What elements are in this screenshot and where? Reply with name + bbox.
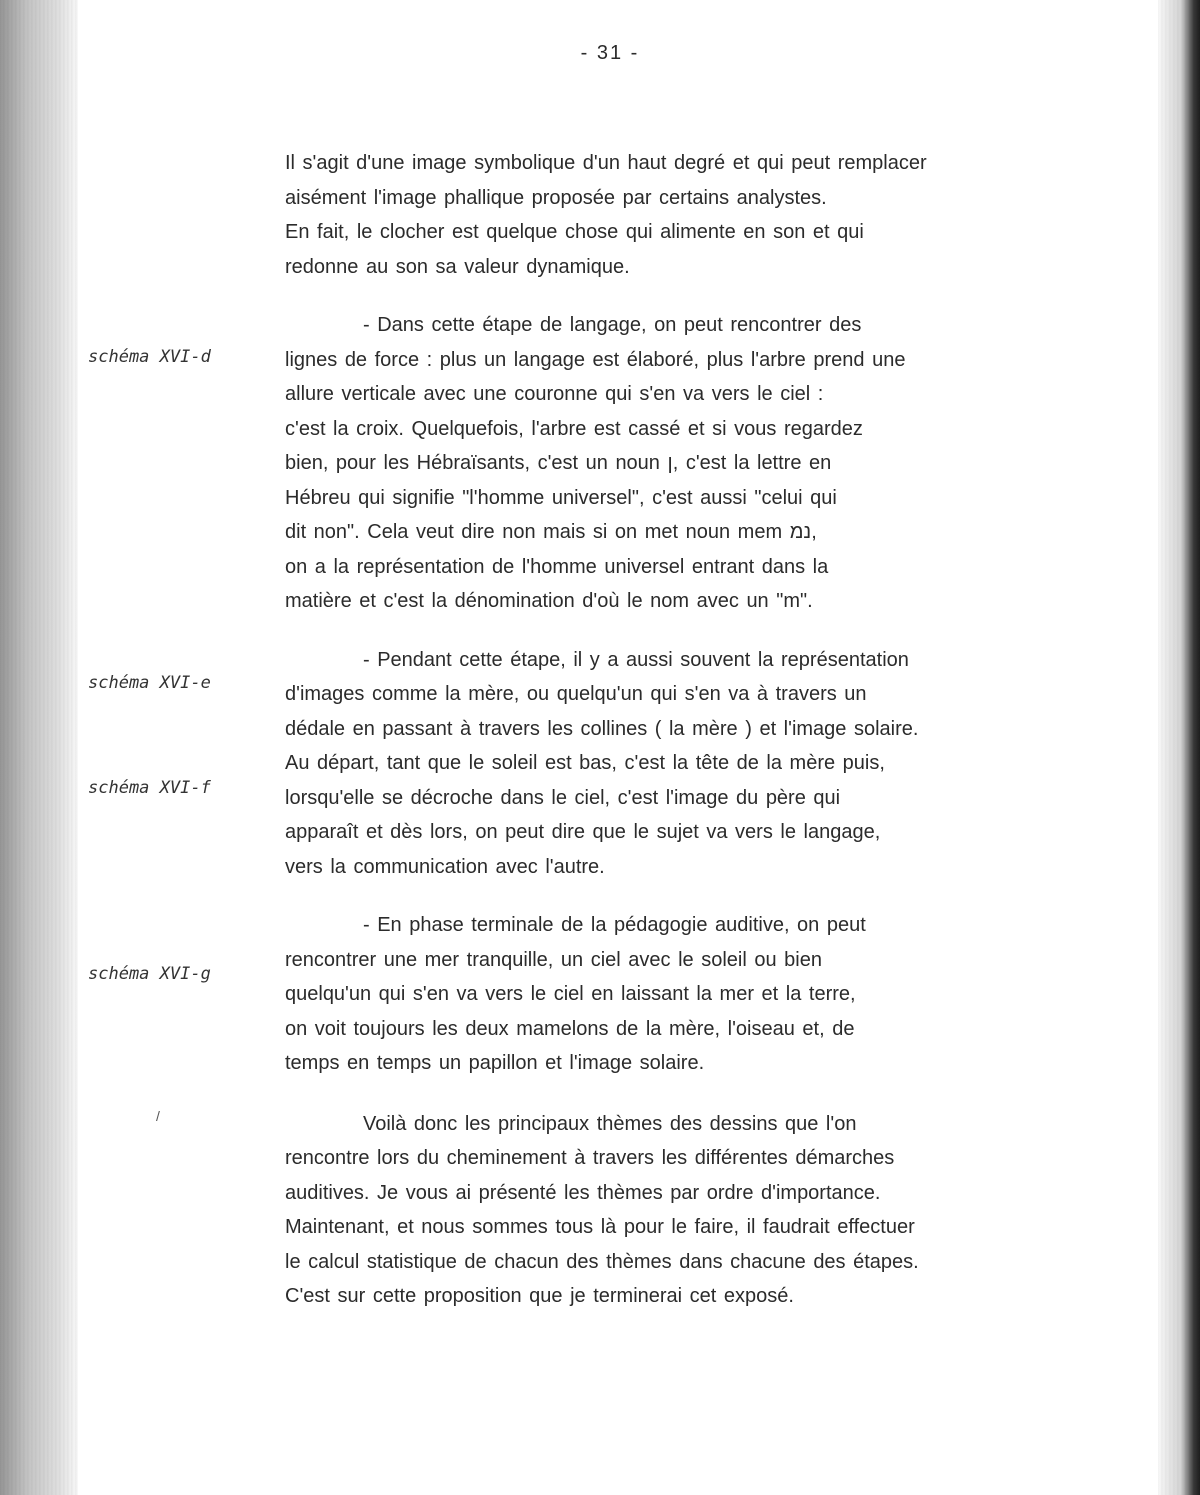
text-line: rencontrer une mer tranquille, un ciel avec le soleil ou bien xyxy=(285,948,822,971)
paragraph xyxy=(285,643,1040,885)
text-line: redonne au son sa valeur dynamique. xyxy=(285,255,630,278)
text-line: Hébreu qui signifie "l'homme universel", c'est aussi "celui qui xyxy=(285,486,837,509)
text-line: temps en temps un papillon et l'image solaire. xyxy=(285,1052,705,1074)
paragraph xyxy=(285,146,1040,284)
text-line: on a la représentation de l'homme universel entrant dans la xyxy=(285,555,829,578)
paragraph-gap xyxy=(285,884,1040,908)
text-line: Maintenant, et nous sommes tous là pour le faire, il faudrait effectuer xyxy=(285,1216,915,1238)
text-line: bien, pour les Hébraïsants, c'est un noun ן, c'est la lettre en xyxy=(285,452,832,474)
paragraph xyxy=(285,908,1040,1081)
text-line: allure verticale avec une couronne qui s'en va vers le ciel : xyxy=(285,383,824,405)
text-line: C'est sur cette proposition que je terminerai cet exposé. xyxy=(285,1285,794,1307)
stray-mark: / xyxy=(156,1108,160,1124)
text-line: - Dans cette étape de langage, on peut rencontrer des xyxy=(363,314,862,336)
text-line: c'est la croix. Quelquefois, l'arbre est cassé et si vous regardez xyxy=(285,417,863,440)
text-line: d'images comme la mère, ou quelqu'un qui s'en va à travers un xyxy=(285,683,867,705)
text-line: vers la communication avec l'autre. xyxy=(285,855,605,878)
text-line: auditives. Je vous ai présenté les thèmes par ordre d'importance. xyxy=(285,1181,881,1204)
text-line: - En phase terminale de la pédagogie auditive, on peut xyxy=(363,914,866,936)
text-line: - Pendant cette étape, il y a aussi souvent la représentation xyxy=(363,648,909,671)
text-line: dédale en passant à travers les collines ( la mère ) et l'image solaire. xyxy=(285,717,919,740)
paragraph-gap xyxy=(285,284,1040,308)
text-line: on voit toujours les deux mamelons de la mère, l'oiseau et, de xyxy=(285,1017,855,1040)
text-line: rencontre lors du cheminement à travers les différentes démarches xyxy=(285,1147,895,1169)
text-line: le calcul statistique de chacun des thèmes dans chacune des étapes. xyxy=(285,1250,919,1273)
margin-note-xvi-d: schéma XVI-d xyxy=(88,347,211,367)
body-text xyxy=(285,146,1040,1314)
text-line: En fait, le clocher est quelque chose qui alimente en son et qui xyxy=(285,221,864,243)
text-line: Voilà donc les principaux thèmes des dessins que l'on xyxy=(363,1112,857,1135)
text-line: lignes de force : plus un langage est élaboré, plus l'arbre prend une xyxy=(285,348,906,371)
scan-edge-left xyxy=(0,0,78,1495)
text-line: Au départ, tant que le soleil est bas, c'est la tête de la mère puis, xyxy=(285,752,885,774)
text-line: Il s'agit d'une image symbolique d'un haut degré et qui peut remplacer xyxy=(285,152,927,174)
paragraph-gap xyxy=(285,619,1040,643)
text-line: dit non". Cela veut dire non mais si on met noun mem נמ, xyxy=(285,521,817,543)
text-line: matière et c'est la dénomination d'où le nom avec un "m". xyxy=(285,590,813,612)
text-line: apparaît et dès lors, on peut dire que le sujet va vers le langage, xyxy=(285,821,881,843)
paragraph-gap xyxy=(285,1081,1040,1107)
text-line: lorsqu'elle se décroche dans le ciel, c'est l'image du père qui xyxy=(285,786,841,809)
paragraph xyxy=(285,308,1040,619)
text-line: quelqu'un qui s'en va vers le ciel en laissant la mer et la terre, xyxy=(285,983,856,1005)
margin-note-xvi-g: schéma XVI-g xyxy=(88,964,211,984)
scan-edge-right xyxy=(1158,0,1200,1495)
text-line: aisément l'image phallique proposée par certains analystes. xyxy=(285,186,827,209)
margin-note-xvi-f: schéma XVI-f xyxy=(88,778,211,798)
page-number: - 31 - xyxy=(580,42,640,64)
margin-note-xvi-e: schéma XVI-e xyxy=(88,673,211,693)
paragraph xyxy=(285,1107,1040,1314)
